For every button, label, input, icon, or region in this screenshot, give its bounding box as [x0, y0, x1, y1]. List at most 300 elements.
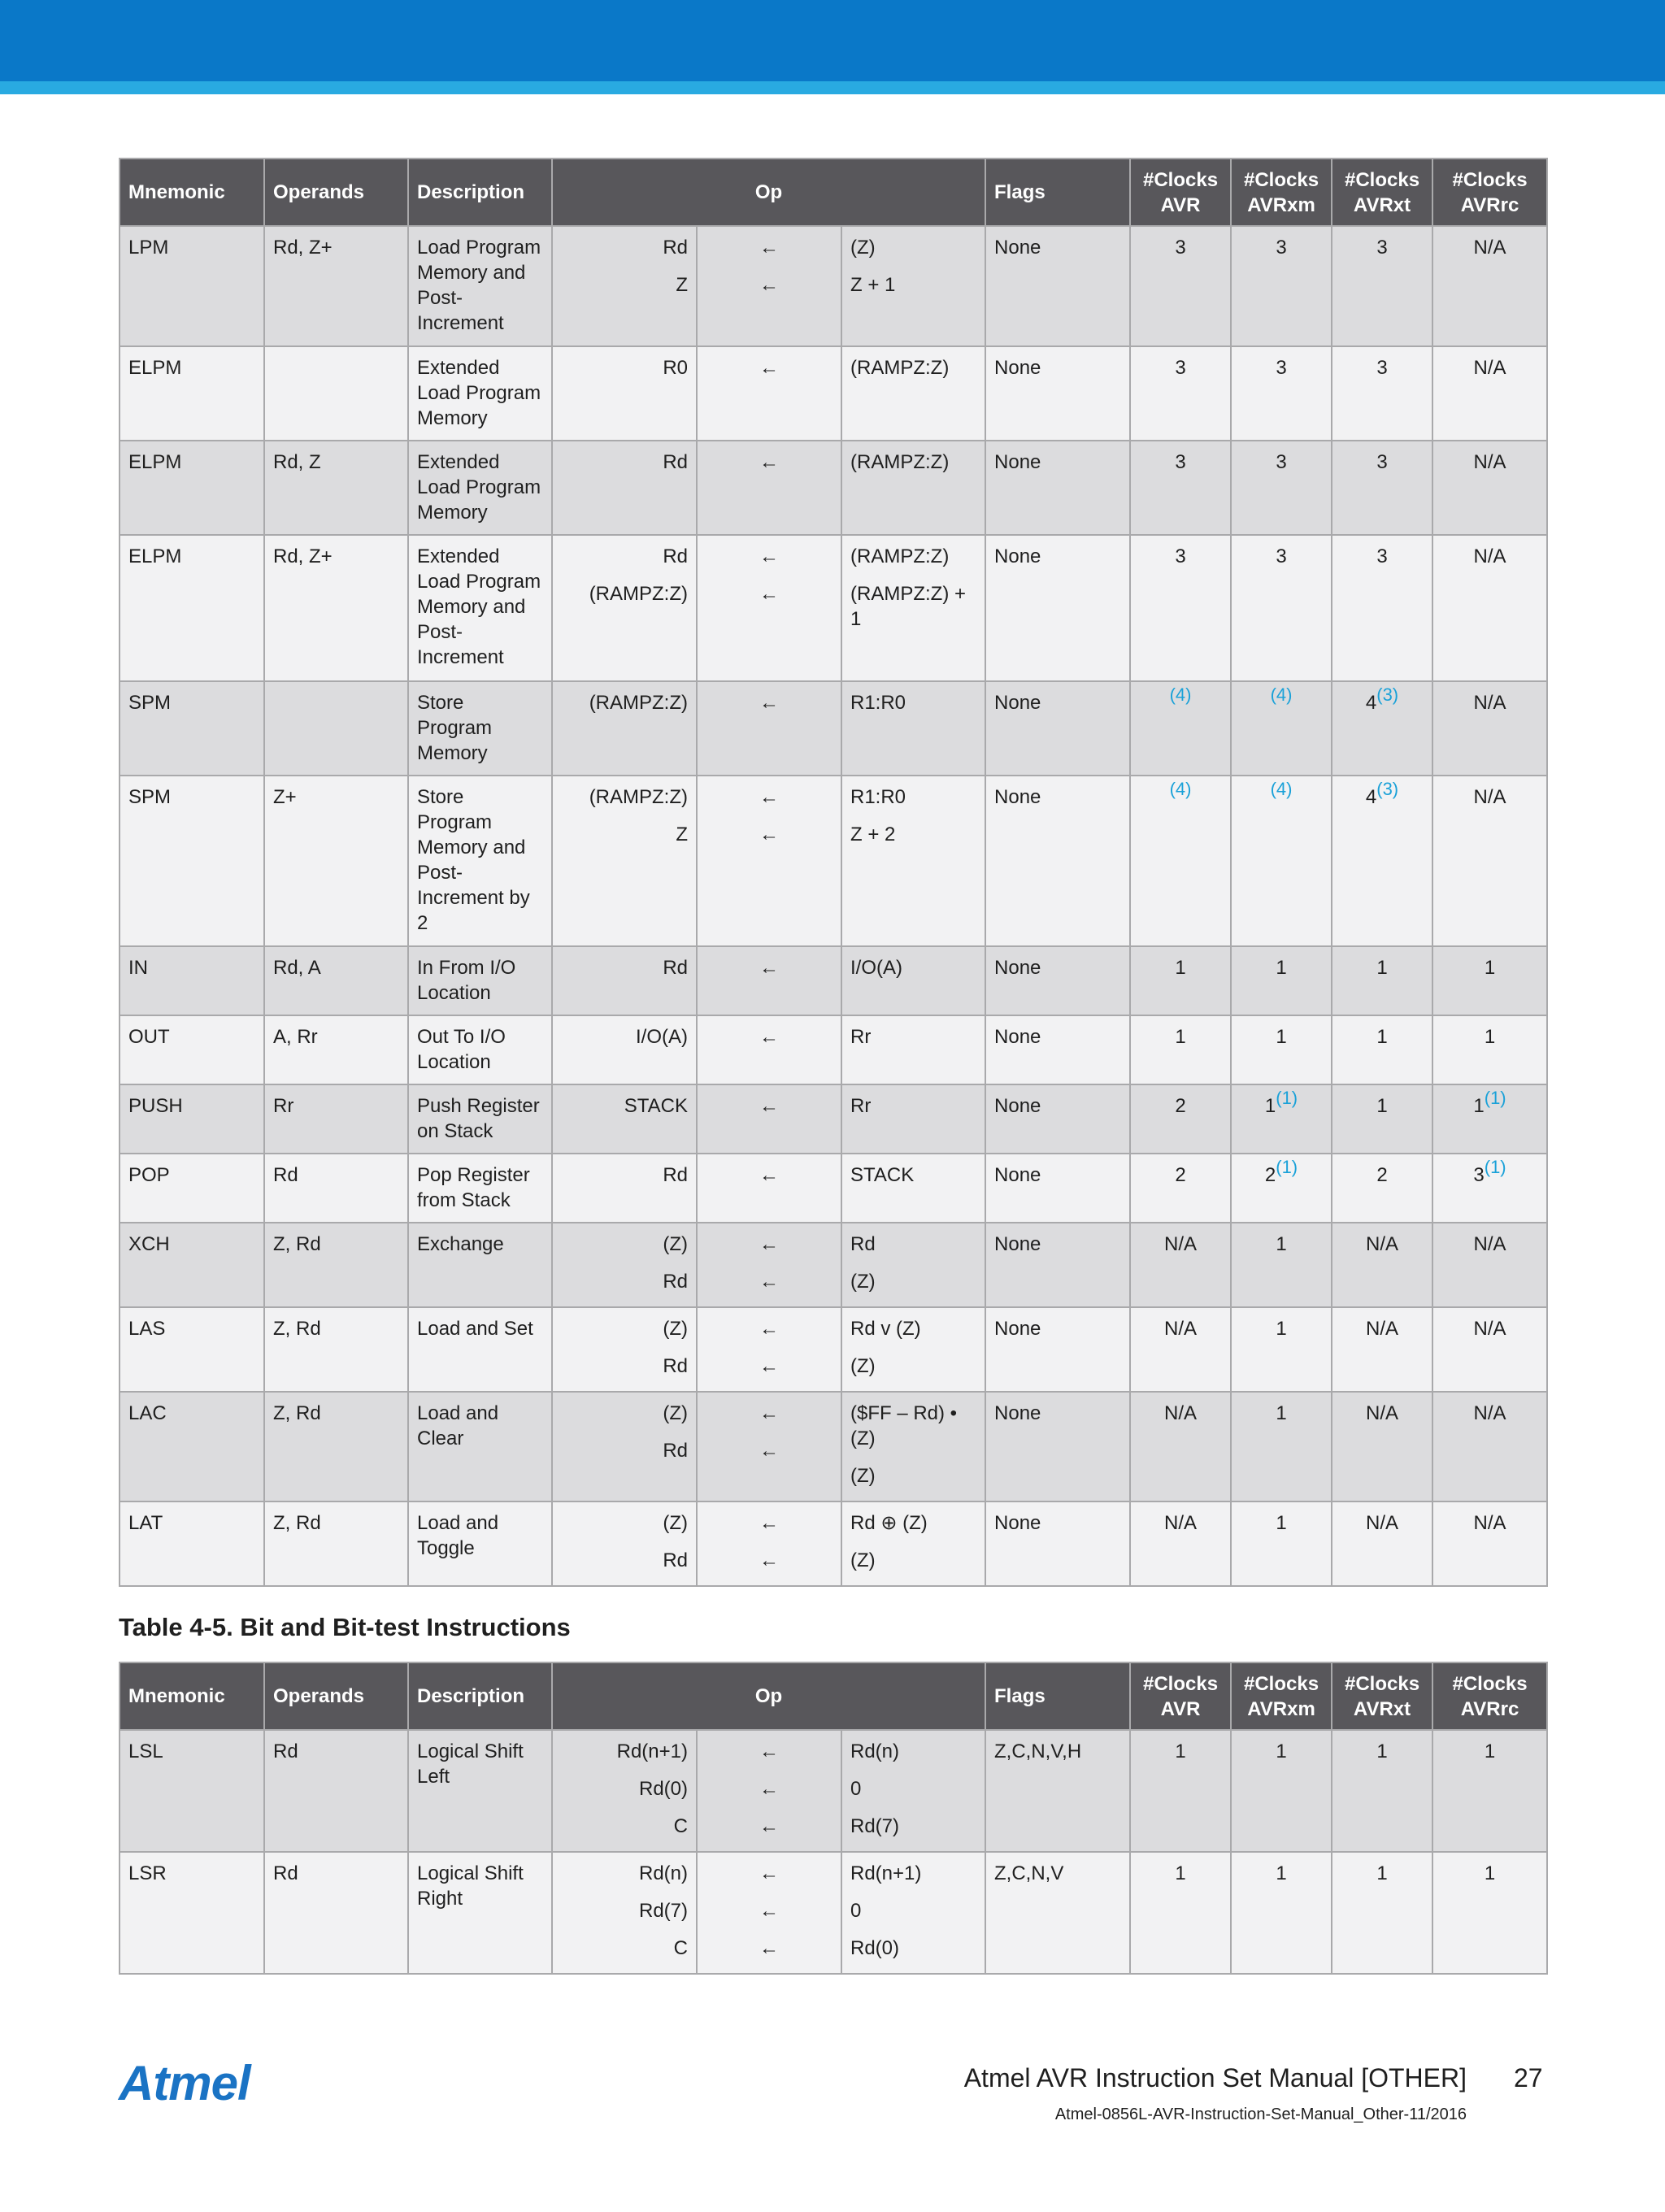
cell-op-destination: [552, 1015, 697, 1084]
op-source-line: Rr: [850, 1026, 872, 1048]
op-source-line: R1:R0: [850, 786, 906, 808]
instruction-table-data-transfer: [119, 158, 1548, 1587]
cell-op-destination: [552, 441, 697, 535]
op-source-line: I/O(A): [850, 957, 902, 979]
clocks-value: N/A: [1164, 1233, 1198, 1255]
left-arrow-icon: ←: [759, 274, 779, 296]
clocks-value: N/A: [1473, 1233, 1506, 1255]
cell-clocks-avr: [1130, 346, 1231, 441]
clocks-value: 1: [1264, 1095, 1276, 1117]
clocks-value: N/A: [1473, 451, 1506, 473]
cell-op-source: [841, 776, 985, 946]
op-destination-line: Rd: [663, 1549, 688, 1571]
clocks-value: 1: [1276, 1026, 1287, 1048]
header-op: Op: [552, 1662, 985, 1730]
cell-clocks-avrxm: [1231, 1730, 1332, 1852]
clocks-value: 1: [1376, 1862, 1388, 1884]
cell-clocks-avrxt: [1332, 535, 1432, 681]
cell-flags: Z,C,N,V,H: [985, 1730, 1130, 1852]
clocks-value: N/A: [1164, 1402, 1198, 1424]
header-clocks-avrxm: #Clocks AVRxm: [1231, 159, 1332, 226]
op-source-line: (Z): [850, 1355, 876, 1377]
cell-op-destination: [552, 535, 697, 681]
cell-clocks-avrxt: [1332, 1154, 1432, 1223]
cell-op-source: [841, 226, 985, 346]
left-arrow-icon: ←: [759, 1355, 779, 1377]
cell-description: Store Program Memory and Post-Increment by 2: [408, 776, 552, 946]
header-clocks-avr: #Clocks AVR: [1130, 1662, 1231, 1730]
op-destination-line: I/O(A): [636, 1026, 688, 1048]
header-flags: Flags: [985, 1662, 1130, 1730]
cell-operands: A, Rr: [264, 1015, 408, 1084]
left-arrow-icon: ←: [759, 357, 779, 379]
table-row: [120, 535, 1547, 681]
left-arrow-icon: ←: [759, 1095, 779, 1117]
cell-clocks-avr: [1130, 226, 1231, 346]
cell-op-source: [841, 1084, 985, 1154]
op-source-line: STACK: [850, 1164, 915, 1186]
cell-op-destination: [552, 1501, 697, 1586]
op-source-line: Z + 1: [850, 274, 896, 296]
cell-operands: Z, Rd: [264, 1501, 408, 1586]
cell-mnemonic: PUSH: [120, 1084, 264, 1154]
cell-description: Logical Shift Left: [408, 1730, 552, 1852]
cell-op-destination: [552, 776, 697, 946]
cell-clocks-avrxt: [1332, 681, 1432, 776]
cell-clocks-avrrc: [1432, 1223, 1547, 1307]
cell-clocks-avr: [1130, 946, 1231, 1015]
cell-clocks-avrxm: [1231, 1392, 1332, 1501]
cell-clocks-avrxt: [1332, 776, 1432, 946]
cell-mnemonic: OUT: [120, 1015, 264, 1084]
cell-clocks-avrrc: [1432, 1501, 1547, 1586]
left-arrow-icon: ←: [759, 583, 779, 605]
clocks-value: 1: [1276, 1402, 1287, 1424]
cell-op-arrow: [697, 535, 841, 681]
left-arrow-icon: ←: [759, 1815, 779, 1837]
document-id: Atmel-0856L-AVR-Instruction-Set-Manual_Other-11/2016: [1054, 2106, 1467, 2123]
clocks-value: 3: [1376, 237, 1388, 259]
cell-clocks-avrxt: [1332, 1392, 1432, 1501]
clocks-value: 3: [1376, 451, 1388, 473]
cell-mnemonic: LPM: [120, 226, 264, 346]
cell-clocks-avrxm: [1231, 946, 1332, 1015]
clocks-value: 1: [1276, 1512, 1287, 1534]
cell-op-source: [841, 1852, 985, 1974]
header-clocks-avrrc: #Clocks AVRrc: [1432, 1662, 1547, 1730]
clocks-value: 3: [1376, 545, 1388, 567]
cell-clocks-avr: [1130, 1852, 1231, 1974]
table-row: [120, 1307, 1547, 1392]
cell-mnemonic: XCH: [120, 1223, 264, 1307]
cell-op-source: [841, 1154, 985, 1223]
op-source-line: (RAMPZ:Z): [850, 451, 950, 473]
clocks-value: N/A: [1164, 1512, 1198, 1534]
cell-clocks-avrrc: [1432, 346, 1547, 441]
cell-description: In From I/O Location: [408, 946, 552, 1015]
op-destination-line: C: [673, 1815, 688, 1837]
cell-op-arrow: [697, 1015, 841, 1084]
op-source-line: Rd(7): [850, 1815, 900, 1837]
cell-mnemonic: LSL: [120, 1730, 264, 1852]
cell-clocks-avrrc: [1432, 1015, 1547, 1084]
clocks-value: N/A: [1473, 1512, 1506, 1534]
op-source-line: Rd(n+1): [850, 1862, 922, 1884]
header-description: Description: [408, 1662, 552, 1730]
op-destination-line: Rd: [663, 1355, 688, 1377]
cell-description: Extended Load Program Memory: [408, 346, 552, 441]
cell-clocks-avrxm: [1231, 346, 1332, 441]
cell-clocks-avrxm: [1231, 1154, 1332, 1223]
clocks-value: 4: [1365, 786, 1377, 808]
cell-mnemonic: LAC: [120, 1392, 264, 1501]
cell-mnemonic: ELPM: [120, 535, 264, 681]
cell-mnemonic: POP: [120, 1154, 264, 1223]
cell-op-source: [841, 441, 985, 535]
cell-op-destination: [552, 346, 697, 441]
op-destination-line: Rd: [663, 957, 688, 979]
clocks-value: 1: [1484, 1862, 1496, 1884]
op-source-line: R1:R0: [850, 692, 906, 714]
cell-operands: Z, Rd: [264, 1392, 408, 1501]
clocks-value: 3: [1276, 237, 1287, 259]
cell-description: Extended Load Program Memory and Post-Increment: [408, 535, 552, 681]
clocks-value: 2: [1175, 1095, 1186, 1117]
clocks-value: 3: [1175, 357, 1186, 379]
left-arrow-icon: ←: [759, 1512, 779, 1534]
clocks-value: 4: [1365, 692, 1377, 714]
cell-op-arrow: [697, 681, 841, 776]
cell-flags: None: [985, 535, 1130, 681]
cell-op-source: [841, 1223, 985, 1307]
clocks-value: 1: [1175, 1862, 1186, 1884]
cell-clocks-avrxt: [1332, 1852, 1432, 1974]
cell-clocks-avrxm: [1231, 1852, 1332, 1974]
clocks-value: N/A: [1164, 1318, 1198, 1340]
clocks-value: 1: [1473, 1095, 1485, 1117]
cell-operands: Z, Rd: [264, 1223, 408, 1307]
left-arrow-icon: ←: [759, 1164, 779, 1186]
cell-clocks-avrxm: [1231, 1223, 1332, 1307]
cell-op-destination: [552, 1084, 697, 1154]
cell-operands: [264, 681, 408, 776]
cell-description: Load Program Memory and Post-Increment: [408, 226, 552, 346]
table-row: [120, 346, 1547, 441]
table-row: [120, 1223, 1547, 1307]
op-destination-line: Z: [676, 824, 688, 845]
footer-manual-title: Atmel AVR Instruction Set Manual [OTHER]: [963, 2063, 1467, 2092]
op-destination-line: (Z): [663, 1318, 688, 1340]
cell-clocks-avrrc: [1432, 1307, 1547, 1392]
cell-clocks-avrxt: [1332, 1307, 1432, 1392]
header-clocks-avrxt: #Clocks AVRxt: [1332, 159, 1432, 226]
clocks-value: 3: [1175, 545, 1186, 567]
op-destination-line: C: [673, 1937, 688, 1959]
footnote-ref: (4): [1169, 684, 1192, 705]
clocks-value: 2: [1376, 1164, 1388, 1186]
op-destination-line: Rd(7): [638, 1900, 688, 1922]
clocks-value: 1: [1376, 957, 1388, 979]
cell-op-destination: [552, 1392, 697, 1501]
cell-clocks-avrxm: [1231, 1307, 1332, 1392]
cell-flags: None: [985, 776, 1130, 946]
cell-flags: None: [985, 1392, 1130, 1501]
op-destination-line: Rd: [663, 237, 688, 259]
left-arrow-icon: ←: [759, 786, 779, 808]
header-mnemonic: Mnemonic: [120, 1662, 264, 1730]
op-destination-line: Z: [676, 274, 688, 296]
cell-clocks-avrxt: [1332, 226, 1432, 346]
clocks-value: N/A: [1366, 1318, 1399, 1340]
cell-description: Out To I/O Location: [408, 1015, 552, 1084]
cell-description: Load and Set: [408, 1307, 552, 1392]
op-destination-line: (RAMPZ:Z): [589, 692, 688, 714]
header-flags: Flags: [985, 159, 1130, 226]
cell-op-destination: [552, 1154, 697, 1223]
clocks-value: 3: [1276, 357, 1287, 379]
op-source-line: Rd: [850, 1233, 876, 1255]
clocks-value: N/A: [1473, 545, 1506, 567]
table-row: [120, 946, 1547, 1015]
cell-op-source: [841, 946, 985, 1015]
atmel-logo: Atmel: [119, 2056, 250, 2110]
cell-clocks-avrrc: [1432, 1392, 1547, 1501]
cell-description: Load and Toggle: [408, 1501, 552, 1586]
cell-clocks-avrrc: [1432, 1084, 1547, 1154]
cell-operands: Rd, Z+: [264, 226, 408, 346]
clocks-value: 3: [1376, 357, 1388, 379]
left-arrow-icon: ←: [759, 824, 779, 845]
clocks-value: N/A: [1473, 1402, 1506, 1424]
op-destination-line: Rd: [663, 1164, 688, 1186]
cell-operands: Rd: [264, 1730, 408, 1852]
clocks-value: 1: [1276, 1233, 1287, 1255]
clocks-value: 3: [1276, 451, 1287, 473]
cell-clocks-avrxt: [1332, 1015, 1432, 1084]
footnote-ref: (1): [1484, 1157, 1506, 1177]
op-source-line: (Z): [850, 237, 876, 259]
cell-clocks-avr: [1130, 1223, 1231, 1307]
clocks-value: 1: [1175, 1740, 1186, 1762]
cell-clocks-avr: [1130, 441, 1231, 535]
left-arrow-icon: ←: [759, 1402, 779, 1424]
page-number: 27: [1514, 2063, 1543, 2092]
footnote-ref: (1): [1276, 1088, 1298, 1108]
cell-description: Logical Shift Right: [408, 1852, 552, 1974]
op-source-line: Rd(0): [850, 1937, 900, 1959]
clocks-value: 3: [1175, 451, 1186, 473]
cell-clocks-avrxm: [1231, 776, 1332, 946]
op-destination-line: R0: [663, 357, 688, 379]
cell-clocks-avr: [1130, 1154, 1231, 1223]
cell-operands: Rd, Z+: [264, 535, 408, 681]
op-source-line: (RAMPZ:Z) + 1: [850, 583, 966, 630]
cell-clocks-avrrc: [1432, 226, 1547, 346]
left-arrow-icon: ←: [759, 692, 779, 714]
header-op: Op: [552, 159, 985, 226]
footnote-ref: (3): [1376, 684, 1399, 705]
op-destination-line: (Z): [663, 1512, 688, 1534]
cell-op-arrow: [697, 1084, 841, 1154]
cell-op-arrow: [697, 1223, 841, 1307]
table-row: [120, 1015, 1547, 1084]
left-arrow-icon: ←: [759, 545, 779, 567]
cell-mnemonic: SPM: [120, 776, 264, 946]
left-arrow-icon: ←: [759, 1271, 779, 1293]
op-destination-line: Rd: [663, 545, 688, 567]
instruction-table-bit-ops: [119, 1662, 1548, 1975]
cell-op-arrow: [697, 946, 841, 1015]
cell-op-destination: [552, 1852, 697, 1974]
clocks-value: N/A: [1473, 357, 1506, 379]
cell-clocks-avrxm: [1231, 1501, 1332, 1586]
left-arrow-icon: ←: [759, 1318, 779, 1340]
op-source-line: Rd(n): [850, 1740, 900, 1762]
cell-op-arrow: [697, 776, 841, 946]
op-destination-line: (Z): [663, 1402, 688, 1424]
cell-clocks-avrrc: [1432, 441, 1547, 535]
table-header-row: [120, 159, 1547, 226]
footnote-ref: (3): [1376, 779, 1399, 799]
cell-description: Push Register on Stack: [408, 1084, 552, 1154]
clocks-value: 1: [1175, 1026, 1186, 1048]
op-source-line: 0: [850, 1778, 862, 1800]
cell-op-source: [841, 1307, 985, 1392]
footnote-ref: (1): [1276, 1157, 1298, 1177]
cell-clocks-avrrc: [1432, 776, 1547, 946]
cell-op-source: [841, 1730, 985, 1852]
cell-flags: None: [985, 226, 1130, 346]
left-arrow-icon: ←: [759, 1862, 779, 1884]
table-row: [120, 1154, 1547, 1223]
clocks-value: N/A: [1473, 1318, 1506, 1340]
cell-clocks-avr: [1130, 1501, 1231, 1586]
op-destination-line: STACK: [624, 1095, 688, 1117]
op-source-line: Rd v (Z): [850, 1318, 921, 1340]
left-arrow-icon: ←: [759, 1026, 779, 1048]
cell-operands: Rd: [264, 1852, 408, 1974]
op-source-line: (RAMPZ:Z): [850, 545, 950, 567]
left-arrow-icon: ←: [759, 1233, 779, 1255]
cell-op-destination: [552, 1307, 697, 1392]
cell-clocks-avrxt: [1332, 346, 1432, 441]
cell-clocks-avrrc: [1432, 681, 1547, 776]
op-destination-line: Rd: [663, 1271, 688, 1293]
op-source-line: Z + 2: [850, 824, 896, 845]
cell-flags: None: [985, 1223, 1130, 1307]
cell-op-source: [841, 681, 985, 776]
left-arrow-icon: ←: [759, 1549, 779, 1571]
cell-clocks-avrxt: [1332, 1084, 1432, 1154]
clocks-value: 1: [1276, 1740, 1287, 1762]
left-arrow-icon: ←: [759, 451, 779, 473]
clocks-value: 1: [1484, 1740, 1496, 1762]
cell-clocks-avrxt: [1332, 1501, 1432, 1586]
cell-clocks-avrrc: [1432, 1852, 1547, 1974]
cell-op-arrow: [697, 1852, 841, 1974]
cell-flags: None: [985, 441, 1130, 535]
cell-flags: None: [985, 946, 1130, 1015]
cell-description: Extended Load Program Memory: [408, 441, 552, 535]
cell-clocks-avr: [1130, 1307, 1231, 1392]
cell-op-arrow: [697, 1307, 841, 1392]
cell-clocks-avrxt: [1332, 946, 1432, 1015]
header-operands: Operands: [264, 1662, 408, 1730]
clocks-value: 1: [1484, 957, 1496, 979]
cell-operands: Rd, Z: [264, 441, 408, 535]
header-clocks-avrrc: #Clocks AVRrc: [1432, 159, 1547, 226]
cell-mnemonic: ELPM: [120, 441, 264, 535]
cell-flags: None: [985, 1015, 1130, 1084]
op-source-line: (RAMPZ:Z): [850, 357, 950, 379]
cell-mnemonic: LAS: [120, 1307, 264, 1392]
clocks-value: N/A: [1473, 786, 1506, 808]
clocks-value: N/A: [1366, 1402, 1399, 1424]
cell-flags: None: [985, 1501, 1130, 1586]
cell-op-source: [841, 1392, 985, 1501]
cell-description: Store Program Memory: [408, 681, 552, 776]
clocks-value: 1: [1484, 1026, 1496, 1048]
op-destination-line: (Z): [663, 1233, 688, 1255]
left-arrow-icon: ←: [759, 237, 779, 259]
footnote-ref: (4): [1169, 779, 1192, 799]
header-clocks-avrxt: #Clocks AVRxt: [1332, 1662, 1432, 1730]
cell-op-arrow: [697, 441, 841, 535]
cell-op-source: [841, 1015, 985, 1084]
table-row: [120, 1730, 1547, 1852]
cell-clocks-avrrc: [1432, 1730, 1547, 1852]
left-arrow-icon: ←: [759, 1440, 779, 1462]
clocks-value: N/A: [1366, 1233, 1399, 1255]
header-description: Description: [408, 159, 552, 226]
op-destination-line: Rd: [663, 1440, 688, 1462]
cell-flags: None: [985, 1307, 1130, 1392]
op-source-line: Rr: [850, 1095, 872, 1117]
cell-operands: Rr: [264, 1084, 408, 1154]
clocks-value: N/A: [1473, 692, 1506, 714]
clocks-value: 1: [1376, 1026, 1388, 1048]
clocks-value: 3: [1473, 1164, 1485, 1186]
op-source-line: Rd ⊕ (Z): [850, 1512, 928, 1534]
cell-clocks-avrxm: [1231, 441, 1332, 535]
table-row: [120, 1084, 1547, 1154]
op-source-line: 0: [850, 1900, 862, 1922]
clocks-value: N/A: [1473, 237, 1506, 259]
op-destination-line: (RAMPZ:Z): [589, 786, 688, 808]
cell-clocks-avrxt: [1332, 1730, 1432, 1852]
footnote-ref: (4): [1270, 779, 1293, 799]
header-mnemonic: Mnemonic: [120, 159, 264, 226]
cell-clocks-avr: [1130, 1392, 1231, 1501]
cell-flags: None: [985, 1084, 1130, 1154]
cell-clocks-avr: [1130, 535, 1231, 681]
cell-op-destination: [552, 1730, 697, 1852]
table-caption: Table 4-5. Bit and Bit-test Instructions: [119, 1613, 571, 1641]
header-clocks-avr: #Clocks AVR: [1130, 159, 1231, 226]
cell-op-arrow: [697, 226, 841, 346]
table-row: [120, 776, 1547, 946]
cell-mnemonic: ELPM: [120, 346, 264, 441]
header-clocks-avrxm: #Clocks AVRxm: [1231, 1662, 1332, 1730]
footnote-ref: (4): [1270, 684, 1293, 705]
cell-op-source: [841, 346, 985, 441]
op-destination-line: Rd(n): [638, 1862, 688, 1884]
cell-clocks-avr: [1130, 681, 1231, 776]
clocks-value: 3: [1276, 545, 1287, 567]
cell-clocks-avr: [1130, 1015, 1231, 1084]
cell-operands: [264, 346, 408, 441]
clocks-value: 1: [1276, 1862, 1287, 1884]
